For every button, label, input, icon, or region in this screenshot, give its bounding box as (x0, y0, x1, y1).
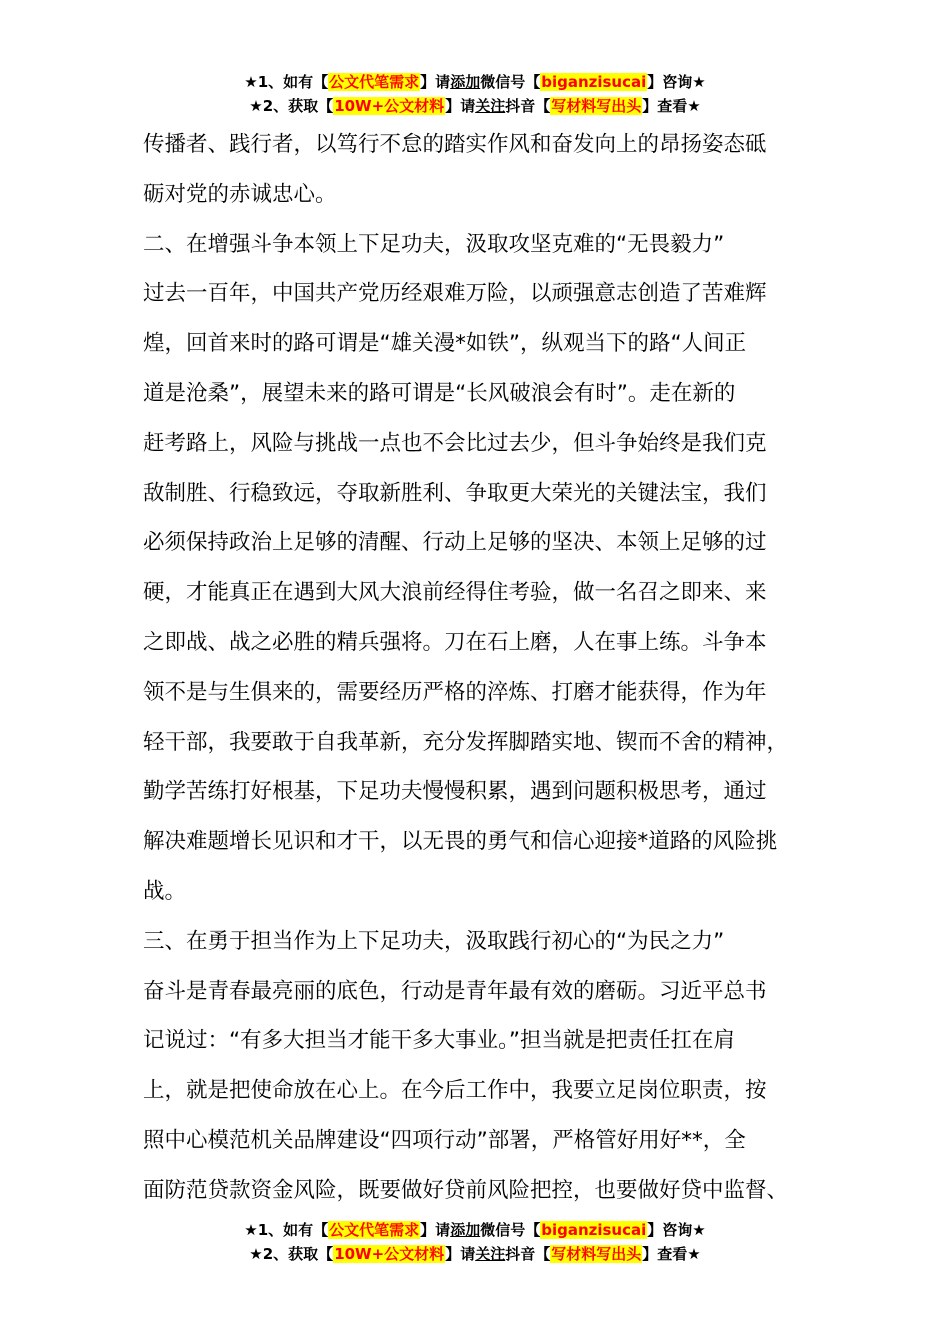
text-line: 道是沧桑”，展望未来的路可谓是“长风破浪会有时”。走在新的 (143, 380, 736, 406)
text-line: 传播者、践行者，以笃行不怠的踏实作风和奋发向上的昂扬姿态砥 (143, 132, 767, 157)
banner-text: 】请 (420, 73, 451, 91)
wechat-id-highlight: biganzisucai (541, 73, 647, 91)
banner-text: 微信号【 (480, 1221, 541, 1239)
banner-text: 微信号【 (480, 73, 541, 91)
banner-text: 】请 (445, 97, 476, 115)
banner-line-1 (0, 70, 950, 94)
banner-line-1 (0, 1218, 950, 1242)
text-line: 上，就是把使命放在心上。在今后工作中，我要立足岗位职责，按 (143, 1078, 767, 1104)
banner-text: ★2、获取【 (249, 1245, 334, 1263)
text-line: 奋斗是青春最亮丽的底色，行动是青年最有效的磨砺。习近平总书 (143, 978, 767, 1004)
banner-text: 】咨询★ (647, 1221, 706, 1239)
underlined-text: 添加 (450, 1221, 481, 1239)
banner-text: ★2、获取【 (249, 97, 334, 115)
banner-line-2 (0, 94, 950, 118)
text-line: 过去一百年，中国共产党历经艰难万险，以顽强意志创造了苦难辉 (143, 281, 767, 307)
highlight-text: 10W+公文材料 (334, 97, 445, 115)
header-banner (0, 70, 950, 118)
banner-text: 抖音【 (505, 1245, 551, 1263)
section-heading: 三、在勇于担当作为上下足功夫，汲取践行初心的“为民之力” (143, 928, 725, 954)
highlight-text: 10W+公文材料 (334, 1245, 445, 1263)
text-line: 解决难题增长见识和才干，以无畏的勇气和信心迎接*道路的风险挑 (143, 829, 778, 855)
underlined-text: 关注 (475, 97, 506, 115)
text-line: 敌制胜、行稳致远，夺取新胜利、争取更大荣光的关键法宝，我们 (143, 480, 767, 506)
document-body (143, 120, 833, 1216)
underlined-text: 添加 (450, 73, 481, 91)
highlight-text: 公文代笔需求 (329, 73, 420, 91)
text-line: 之即战、战之必胜的精兵强将。刀在石上磨，人在事上练。斗争本 (143, 629, 767, 655)
banner-text: 抖音【 (505, 97, 551, 115)
text-line: 记说过：“有多大担当才能干多大事业。”担当就是把责任扛在肩 (143, 1028, 736, 1054)
footer-banner (0, 1218, 950, 1266)
highlight-text: 公文代笔需求 (329, 1221, 420, 1239)
banner-text: 】查看★ (642, 97, 701, 115)
banner-text: 】咨询★ (647, 73, 706, 91)
text-line: 煌，回首来时的路可谓是“雄关漫*如铁”，纵观当下的路“人间正 (143, 331, 747, 357)
text-line: 领不是与生俱来的，需要经历严格的淬炼、打磨才能获得，作为年 (143, 679, 767, 705)
banner-text: ★1、如有【 (244, 1221, 329, 1239)
banner-text: 】请 (420, 1221, 451, 1239)
text-line: 赶考路上，风险与挑战一点也不会比过去少，但斗争始终是我们克 (143, 430, 767, 456)
wechat-id-highlight: biganzisucai (541, 1221, 647, 1239)
text-line: 勤学苦练打好根基，下足功夫慢慢积累，遇到问题积极思考，通过 (143, 779, 767, 805)
underlined-text: 关注 (475, 1245, 506, 1263)
banner-text: 】请 (445, 1245, 476, 1263)
douyin-account-highlight: 写材料写出头 (551, 97, 642, 115)
section-heading: 二、在增强斗争本领上下足功夫，汲取攻坚克难的“无畏毅力” (143, 231, 725, 257)
text-line: 面防范贷款资金风险，既要做好贷前风险把控，也要做好贷中监督、 (143, 1177, 789, 1203)
text-line: 砺对党的赤诚忠心。 (143, 181, 337, 207)
banner-text: ★1、如有【 (244, 73, 329, 91)
text-line: 战。 (143, 878, 187, 904)
text-line: 照中心模范机关品牌建设“四项行动”部署，严格管好用好**，全 (143, 1127, 746, 1153)
text-line: 轻干部，我要敢于自我革新，充分发挥脚踏实地、锲而不舍的精神， (143, 729, 789, 755)
banner-text: 】查看★ (642, 1245, 701, 1263)
text-line: 必须保持政治上足够的清醒、行动上足够的坚决、本领上足够的过 (143, 530, 767, 556)
banner-line-2 (0, 1242, 950, 1266)
douyin-account-highlight: 写材料写出头 (551, 1245, 642, 1263)
text-line: 硬，才能真正在遇到大风大浪前经得住考验，做一名召之即来、来 (143, 580, 767, 606)
